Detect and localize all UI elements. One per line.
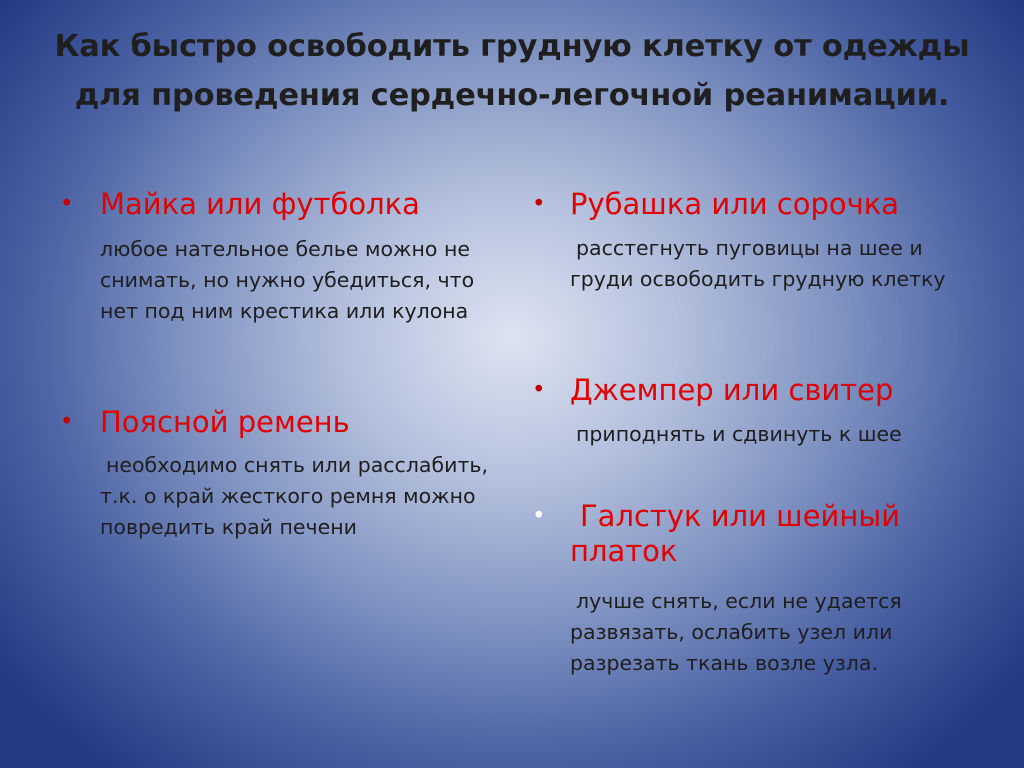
item-description: необходимо снять или расслабить, т.к. о край жесткого ремня можно повредить край печени <box>100 453 488 539</box>
bullet-icon: • <box>60 191 74 217</box>
item-description: любое нательное белье можно не снимать, но нужно убедиться, что нет под ним крестика или кулона <box>100 237 475 323</box>
bullet-icon: • <box>532 191 546 217</box>
item-title: Джемпер или свитер <box>570 373 894 407</box>
slide-title <box>30 22 994 120</box>
bullet-icon: • <box>532 503 546 529</box>
item-description: приподнять и сдвинуть к шее <box>576 422 902 446</box>
bullet-icon: • <box>532 377 546 403</box>
item-title: Рубашка или сорочка <box>570 187 900 221</box>
bullet-icon: • <box>60 409 74 435</box>
item-description: расстегнуть пуговицы на шее и груди освободить грудную клетку <box>570 236 946 291</box>
item-title: Галстук или шейный платок <box>570 499 901 568</box>
item-title: Поясной ремень <box>100 405 350 439</box>
item-description: лучше снять, если не удается развязать, ослабить узел или разрезать ткань возле узла. <box>570 589 902 675</box>
slide-title-line-1: Как быстро освободить грудную клетку от одежды <box>54 29 970 64</box>
slide-title-line-2: для проведения сердечно-легочной реанимации. <box>74 78 950 113</box>
item-title: Майка или футболка <box>100 187 420 221</box>
